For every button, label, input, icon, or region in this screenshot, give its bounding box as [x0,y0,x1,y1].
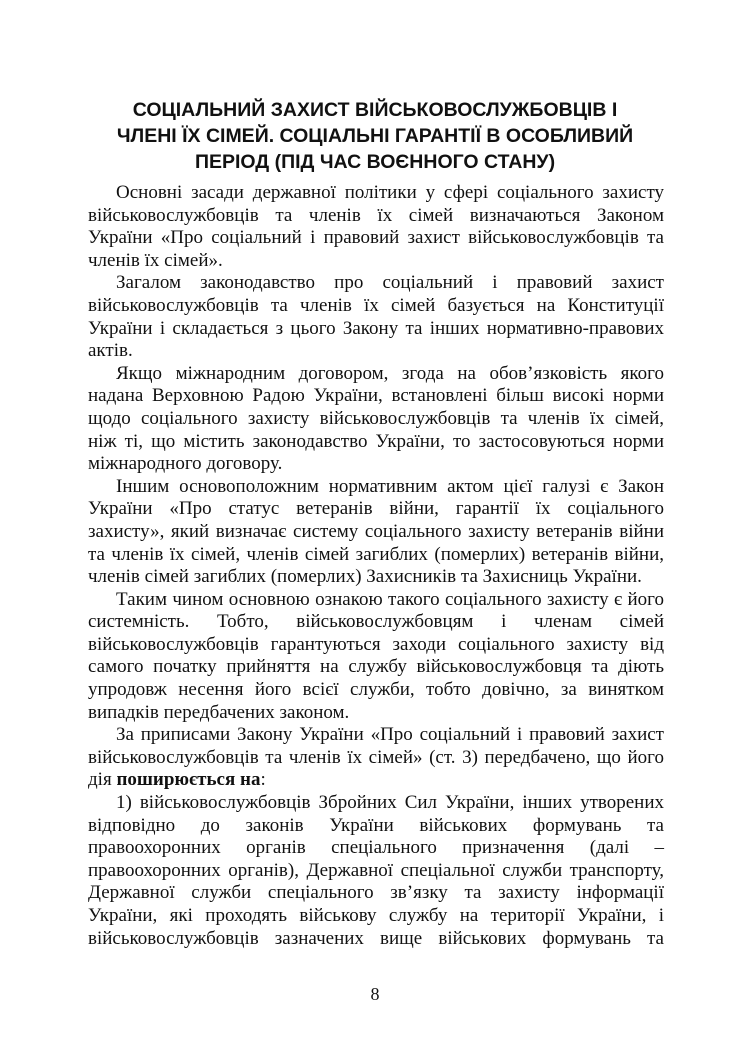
list-item [88,792,664,950]
text-line: військовослужбовців зазначених вище військових формувань та [88,927,664,949]
paragraph [88,363,664,476]
inline-text: : [260,769,266,791]
text-line: Основні засади державної політики у сфері соціального захисту [116,182,664,203]
text-line: України, які проходять військову службу на території України, і [88,905,664,926]
text-line: Таким чином основною ознакою такого соціального захисту є його [116,588,664,610]
text-line: військовослужбовців та членів їх сімей базується на Конституції [88,294,664,316]
page-number: 8 [370,984,380,1004]
text-line: Іншим основоположним нормативним актом цієї галузі є Закон [116,475,664,497]
text-line: упродовж несення його всієї служби, тобто довічно, за винятком [88,679,664,701]
title-line: СОЦІАЛЬНИЙ ЗАХИСТ ВІЙСЬКОВОСЛУЖБОВЦІВ І [132,99,618,121]
text-line: самого початку прийняття на службу військовослужбовця та діють [88,656,664,678]
text-line: щодо соціального захисту військовослужбовців та членів їх сімей, [88,407,664,429]
text-line: правоохоронних органів), Державної спеціальної служби транспорту, [88,859,664,881]
document-title [80,97,670,175]
text-line: За приписами Закону України «Про соціальний і правовий захист [116,724,664,746]
paragraph [88,476,664,589]
text-line [88,769,664,792]
text-line: міжнародного договору. [88,453,283,475]
text-line: випадків передбачених законом. [88,701,350,723]
text-line: військовослужбовців та членів їх сімей» (ст. 3) передбачено, що його [88,746,664,768]
bold-phrase: поширюється на [116,769,261,791]
text-line: військовослужбовців гарантуються заходи соціального захисту від [88,633,664,655]
text-line: України і складається з цього Закону та інших нормативно-правових [88,317,664,339]
paragraph [88,724,664,792]
text-line: та членів їх сімей, членів сімей загиблих (померлих) ветеранів війни, [88,543,664,565]
paragraph [88,182,664,272]
text-line: актів. [88,340,133,362]
text-line: України «Про соціальний і правовий захист військовослужбовців та [88,227,664,249]
text-line: Якщо міжнародним договором, згода на обов’язковість якого [116,362,664,384]
title-line: ПЕРІОД (ПІД ЧАС ВОЄННОГО СТАНУ) [194,151,556,173]
text-line: правоохоронних органів спеціального призначення (далі – [88,837,664,859]
document-body [88,182,664,950]
text-line: 1) військовослужбовців Збройних Сил України, інших утворених [116,792,664,814]
text-line: ніж ті, що містить законодавство України, то застосовуються норми [88,430,664,452]
paragraph [88,272,664,362]
text-line: членів сімей загиблих (померлих) Захисників та Захисниць України. [88,566,642,588]
text-line: надана Верховною Радою України, встановлені більш високі норми [88,385,664,407]
text-line: членів їх сімей». [88,249,223,271]
text-line: Загалом законодавство про соціальний і правовий захист [116,272,664,294]
inline-text: дія [88,769,117,791]
text-line: системність. Тобто, військовослужбовцям і членам сімей [88,611,664,633]
text-line: військовослужбовців та членів їх сімей визначаються Законом [88,204,664,226]
paragraph [88,589,664,725]
text-line: відповідно до законів України військових формувань та [88,814,664,836]
text-line: захисту», який визначає систему соціального захисту ветеранів війни [88,520,664,542]
title-line: ЧЛЕНІ ЇХ СІМЕЙ. СОЦІАЛЬНІ ГАРАНТІЇ В ОСОБЛИВИЙ [116,125,634,147]
text-line: України «Про статус ветеранів війни, гарантії їх соціального [88,498,664,520]
text-line: Державної служби спеціального зв’язку та захисту інформації [88,882,664,904]
